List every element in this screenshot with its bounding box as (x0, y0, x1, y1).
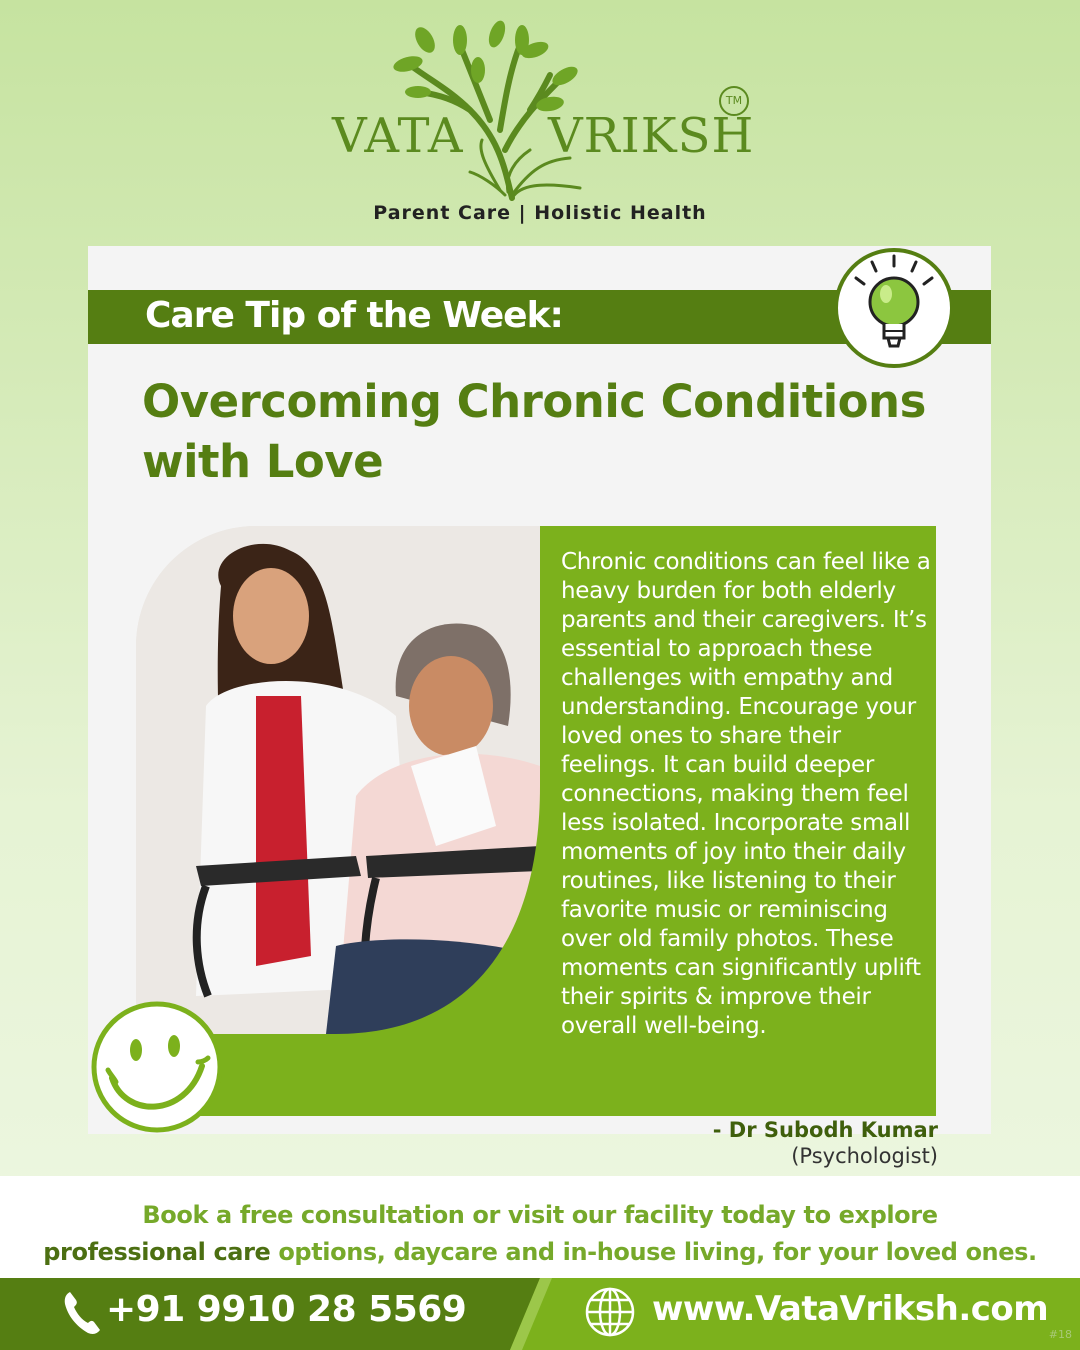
author-role: (Psychologist) (791, 1144, 938, 1168)
smiley-icon (90, 1000, 224, 1134)
brand-name-right: VRIKSH (548, 108, 755, 164)
cta-line-2 (0, 1238, 1080, 1266)
brand-tagline: Parent Care | Holistic Health (373, 202, 707, 224)
lightbulb-icon (832, 246, 956, 370)
contact-phone[interactable]: +91 9910 28 5569 (106, 1289, 467, 1330)
cta-line-2-rest: options, daycare and in-house living, for your loved ones. (270, 1238, 1037, 1266)
tip-headline: Overcoming Chronic Conditions with Love (142, 375, 926, 488)
globe-icon[interactable] (584, 1286, 636, 1338)
brand-name-left: VATA (332, 108, 464, 164)
cta-line-1: Book a free consultation or visit our facility today to explore (142, 1201, 938, 1229)
contact-website[interactable]: www.VataVriksh.com (652, 1289, 1049, 1329)
brand-logo (0, 0, 1080, 240)
author-name: - Dr Subodh Kumar (712, 1118, 938, 1142)
tip-label: Care Tip of the Week: (145, 295, 563, 336)
trademark-badge: TM (719, 86, 749, 116)
phone-icon[interactable] (62, 1290, 102, 1336)
post-number: #18 (1048, 1328, 1072, 1341)
cta-line-2-strong: professional care (43, 1238, 271, 1266)
tip-body-text: Chronic conditions can feel like a heavy burden for both elderly parents and their caregivers. It’s essential to approach these challenges with empathy and understanding. Encourage your loved ones to share their feelings. It can build deeper connections, making them feel less isolated. Incorporate small moments of joy into their daily routines, like listening to their favorite music or reminiscing over old family photos. These moments can significantly uplift their spirits & improve their overall well-being. (561, 549, 931, 1039)
